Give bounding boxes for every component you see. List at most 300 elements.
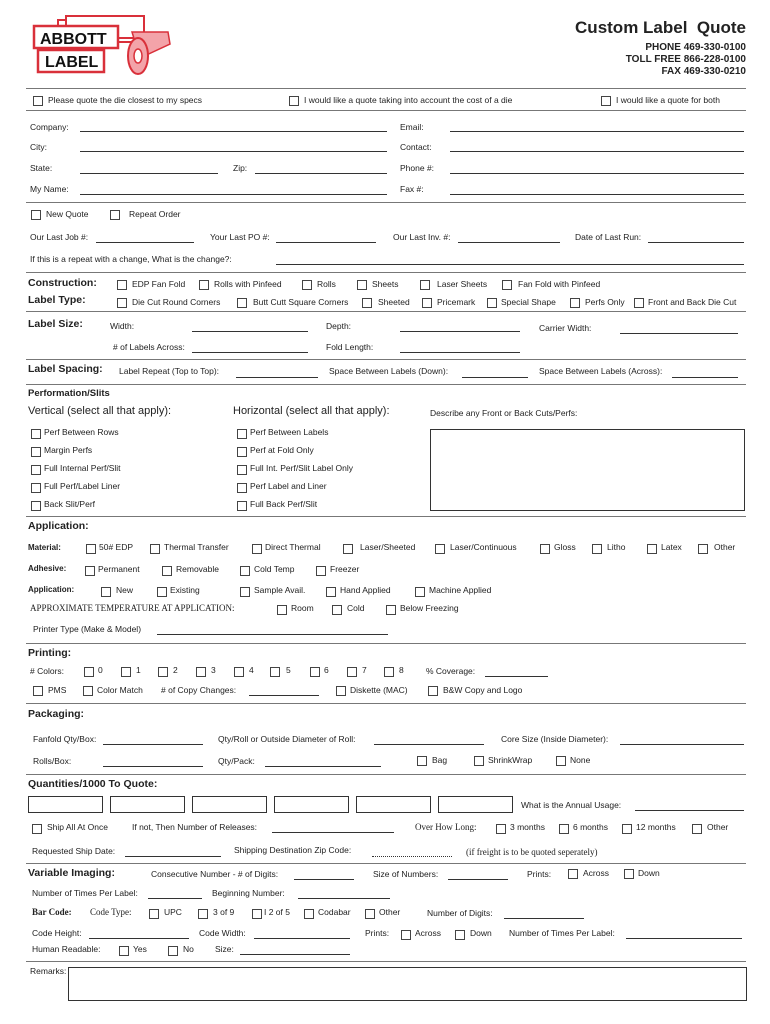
qty-pack-label: Qty/Pack: (218, 756, 255, 766)
space-down-field[interactable] (462, 377, 528, 378)
state-label: State: (30, 163, 53, 173)
bag-checkbox[interactable] (417, 756, 427, 766)
depth-label: Depth: (326, 321, 352, 331)
application-checkbox[interactable] (415, 587, 425, 597)
type-special-shape-label: Special Shape (501, 297, 556, 307)
last-run-field[interactable] (648, 242, 744, 243)
color-count-label: 1 (136, 665, 141, 675)
pms-checkbox[interactable] (33, 686, 43, 696)
color-count-checkbox[interactable] (158, 667, 168, 677)
type-butt-cut-checkbox[interactable] (237, 298, 247, 308)
human-readable-no-label: No (183, 944, 194, 954)
pms-label: PMS (48, 685, 67, 695)
last-job-label: Our Last Job #: (30, 232, 89, 242)
horizontal-option-label: Perf at Fold Only (250, 445, 314, 455)
remarks-label: Remarks: (30, 966, 67, 976)
adhesive-option-label: Permanent (98, 564, 140, 574)
type-pricemark-label: Pricemark (437, 297, 476, 307)
divider (26, 359, 746, 360)
human-readable-yes-checkbox[interactable] (119, 946, 129, 956)
prints-label-2: Prints: (365, 928, 390, 938)
temperature-option-label: Cold (347, 603, 365, 613)
quantity-box[interactable] (192, 796, 267, 813)
duration-checkbox[interactable] (496, 824, 506, 834)
phone-label: Phone #: (400, 163, 435, 173)
color-match-label: Color Match (97, 685, 143, 695)
size-numbers-field[interactable] (448, 879, 508, 880)
quantity-box[interactable] (274, 796, 349, 813)
horizontal-option-label: Full Back Perf/Slit (250, 499, 318, 509)
carrier-width-field[interactable] (620, 333, 738, 334)
bw-copy-checkbox[interactable] (428, 686, 438, 696)
material-option-label: Litho (607, 542, 626, 552)
prints-down-checkbox[interactable] (624, 869, 634, 879)
repeat-change-field[interactable] (276, 264, 744, 265)
repeat-order-label: Repeat Order (129, 209, 181, 219)
code-type-option-label: Codabar (318, 907, 351, 917)
material-checkbox[interactable] (592, 544, 602, 554)
die-closest-label: Please quote the die closest to my specs (48, 95, 203, 105)
horizontal-option-label: Perf Between Labels (250, 427, 329, 437)
repeat-order-checkbox[interactable] (110, 210, 120, 220)
email-field[interactable] (450, 131, 744, 132)
die-cost-checkbox[interactable] (289, 96, 299, 106)
rolls-box-field[interactable] (103, 766, 203, 767)
duration-label: Other (707, 822, 729, 832)
die-cost-label: I would like a quote taking into account the cost of a die (304, 95, 513, 105)
temperature-option-label: Room (291, 603, 314, 613)
code-height-field[interactable] (89, 938, 189, 939)
prints-label: Prints: (527, 869, 552, 879)
material-checkbox[interactable] (86, 544, 96, 554)
none-label: None (570, 755, 591, 765)
city-label: City: (30, 142, 47, 152)
material-option-label: Gloss (554, 542, 576, 552)
application-option-label: Hand Applied (340, 585, 391, 595)
code-type-checkbox[interactable] (252, 909, 262, 919)
temperature-checkbox[interactable] (277, 605, 287, 615)
color-count-checkbox[interactable] (196, 667, 206, 677)
human-readable-label: Human Readable: (32, 944, 101, 954)
divider (26, 643, 746, 644)
application-option-label: Machine Applied (429, 585, 492, 595)
horizontal-option-checkbox[interactable] (237, 483, 247, 493)
type-front-back-checkbox[interactable] (634, 298, 644, 308)
construction-sheets-checkbox[interactable] (357, 280, 367, 290)
state-field[interactable] (80, 173, 218, 174)
divider (26, 961, 746, 962)
your-po-field[interactable] (276, 242, 376, 243)
construction-laser-sheets-label: Laser Sheets (437, 279, 488, 289)
email-label: Email: (400, 122, 424, 132)
contact-label: Contact: (400, 142, 432, 152)
horizontal-option-label: Perf Label and Liner (250, 481, 327, 491)
fanfold-field[interactable] (103, 744, 203, 745)
vertical-option-checkbox[interactable] (31, 483, 41, 493)
color-count-checkbox[interactable] (384, 667, 394, 677)
construction-rolls-pinfeed-label: Rolls with Pinfeed (214, 279, 282, 289)
label-type-heading: Label Type: (28, 294, 86, 306)
vertical-option-label: Margin Perfs (44, 445, 93, 455)
color-count-checkbox[interactable] (234, 667, 244, 677)
coverage-field[interactable] (485, 676, 548, 677)
vertical-option-label: Full Internal Perf/Slit (44, 463, 121, 473)
code-type-option-label: Other (379, 907, 401, 917)
num-digits-label: Number of Digits: (427, 908, 493, 918)
releases-field[interactable] (272, 832, 394, 833)
divider (26, 774, 746, 775)
color-count-label: 2 (173, 665, 178, 675)
type-perfs-only-checkbox[interactable] (570, 298, 580, 308)
adhesive-checkbox[interactable] (162, 566, 172, 576)
ship-zip-label: Shipping Destination Zip Code: (234, 845, 352, 855)
duration-label: 6 months (573, 822, 608, 832)
width-label: Width: (110, 321, 135, 331)
size-label: Size: (215, 944, 234, 954)
zip-field[interactable] (255, 173, 387, 174)
horizontal-option-checkbox[interactable] (237, 447, 247, 457)
adhesive-label: Adhesive: (28, 564, 67, 573)
code-type-checkbox[interactable] (149, 909, 159, 919)
adhesive-option-label: Removable (176, 564, 219, 574)
your-po-label: Your Last PO #: (210, 232, 270, 242)
ship-date-field[interactable] (125, 856, 221, 857)
page-title: Custom Label Quote (575, 18, 746, 37)
my-name-label: My Name: (30, 184, 69, 194)
label-repeat-field[interactable] (236, 377, 318, 378)
times-per-label-label: Number of Times Per Label: (32, 888, 138, 898)
duration-label: 12 months (636, 822, 676, 832)
bar-code-label: Bar Code: (32, 907, 72, 917)
bag-label: Bag (432, 755, 448, 765)
type-sheeted-checkbox[interactable] (362, 298, 372, 308)
new-quote-label: New Quote (46, 209, 89, 219)
company-field[interactable] (80, 131, 387, 132)
times-per-label-field[interactable] (148, 898, 202, 899)
adhesive-checkbox[interactable] (240, 566, 250, 576)
labels-across-field[interactable] (192, 352, 308, 353)
temperature-checkbox[interactable] (386, 605, 396, 615)
fold-length-label: Fold Length: (326, 342, 374, 352)
qty-roll-label: Qty/Roll or Outside Diameter of Roll: (218, 734, 356, 744)
packaging-heading: Packaging: (28, 708, 85, 720)
label-size-heading: Label Size: (28, 318, 83, 330)
last-run-label: Date of Last Run: (575, 232, 642, 242)
adhesive-checkbox[interactable] (316, 566, 326, 576)
ship-zip-field[interactable] (372, 856, 452, 857)
material-checkbox[interactable] (150, 544, 160, 554)
color-count-label: 7 (362, 665, 367, 675)
contact-field[interactable] (450, 151, 744, 152)
application-checkbox[interactable] (101, 587, 111, 597)
qty-roll-field[interactable] (374, 744, 484, 745)
label-repeat-label: Label Repeat (Top to Top): (119, 366, 220, 376)
annual-usage-field[interactable] (635, 810, 744, 811)
perforation-heading: Performation/Slits (28, 388, 110, 399)
rolls-box-label: Rolls/Box: (33, 756, 72, 766)
logo-text-label: LABEL (45, 54, 99, 71)
quantity-box[interactable] (438, 796, 513, 813)
space-down-label: Space Between Labels (Down): (329, 366, 449, 376)
fold-length-field[interactable] (400, 352, 520, 353)
core-size-field[interactable] (620, 744, 744, 745)
construction-edp-checkbox[interactable] (117, 280, 127, 290)
shrinkwrap-checkbox[interactable] (474, 756, 484, 766)
coverage-label: % Coverage: (426, 666, 476, 676)
new-quote-checkbox[interactable] (31, 210, 41, 220)
fax-number: FAX 469-330-0210 (661, 66, 746, 77)
material-checkbox[interactable] (647, 544, 657, 554)
material-option-label: Laser/Sheeted (360, 542, 416, 552)
vertical-option-checkbox[interactable] (31, 447, 41, 457)
temperature-checkbox[interactable] (332, 605, 342, 615)
type-sheeted-label: Sheeted (378, 297, 410, 307)
copy-changes-label: # of Copy Changes: (161, 685, 237, 695)
code-width-label: Code Width: (199, 928, 246, 938)
divider (26, 516, 746, 517)
prints-across-checkbox[interactable] (568, 869, 578, 879)
construction-laser-sheets-checkbox[interactable] (420, 280, 430, 290)
type-die-cut-checkbox[interactable] (117, 298, 127, 308)
vertical-heading: Vertical (select all that apply): (28, 405, 172, 417)
copy-changes-field[interactable] (249, 695, 319, 696)
label-spacing-heading: Label Spacing: (28, 363, 103, 375)
variable-imaging-heading: Variable Imaging: (28, 867, 115, 879)
shrinkwrap-label: ShrinkWrap (488, 755, 533, 765)
bw-copy-label: B&W Copy and Logo (443, 685, 523, 695)
construction-rolls-checkbox[interactable] (302, 280, 312, 290)
duration-checkbox[interactable] (622, 824, 632, 834)
code-type-checkbox[interactable] (198, 909, 208, 919)
quantity-box[interactable] (356, 796, 431, 813)
color-count-label: 6 (324, 665, 329, 675)
color-count-label: 8 (399, 665, 404, 675)
construction-fanfold-pinfeed-checkbox[interactable] (502, 280, 512, 290)
repeat-change-label: If this is a repeat with a change, What is the change?: (30, 254, 232, 264)
width-field[interactable] (192, 331, 308, 332)
city-field[interactable] (80, 151, 387, 152)
quantity-box[interactable] (110, 796, 185, 813)
application-option-label: Existing (170, 585, 200, 595)
last-job-field[interactable] (96, 242, 194, 243)
duration-label: 3 months (510, 822, 545, 832)
barcode-down-checkbox[interactable] (455, 930, 465, 940)
none-checkbox[interactable] (556, 756, 566, 766)
vertical-option-label: Perf Between Rows (44, 427, 119, 437)
diskette-label: Diskette (MAC) (350, 685, 408, 695)
color-count-label: 0 (98, 665, 103, 675)
quote-both-checkbox[interactable] (601, 96, 611, 106)
divider (26, 88, 746, 89)
barcode-across-checkbox[interactable] (401, 930, 411, 940)
material-checkbox[interactable] (540, 544, 550, 554)
material-checkbox[interactable] (343, 544, 353, 554)
vertical-option-checkbox[interactable] (31, 429, 41, 439)
consecutive-label: Consecutive Number - # of Digits: (151, 869, 279, 879)
divider (26, 703, 746, 704)
times-per-label-label-2: Number of Times Per Label: (509, 928, 615, 938)
annual-usage-label: What is the Annual Usage: (521, 800, 622, 810)
toll-free-number: TOLL FREE 866-228-0100 (625, 54, 746, 65)
color-count-label: 3 (211, 665, 216, 675)
construction-edp-label: EDP Fan Fold (132, 279, 186, 289)
prints-across-label: Across (583, 868, 609, 878)
duration-checkbox[interactable] (559, 824, 569, 834)
temperature-option-label: Below Freezing (400, 603, 459, 613)
construction-fanfold-pinfeed-label: Fan Fold with Pinfeed (518, 279, 601, 289)
quantity-box[interactable] (28, 796, 103, 813)
application-checkbox[interactable] (157, 587, 167, 597)
releases-label: If not, Then Number of Releases: (132, 822, 258, 832)
color-count-checkbox[interactable] (121, 667, 131, 677)
depth-field[interactable] (400, 331, 520, 332)
code-height-label: Code Height: (32, 928, 82, 938)
adhesive-checkbox[interactable] (85, 566, 95, 576)
temperature-label: APPROXIMATE TEMPERATURE AT APPLICATION: (30, 603, 235, 613)
space-across-label: Space Between Labels (Across): (539, 366, 663, 376)
vertical-option-checkbox[interactable] (31, 501, 41, 511)
consecutive-field[interactable] (294, 879, 354, 880)
barcode-down-label: Down (470, 928, 492, 938)
material-option-label: Direct Thermal (265, 542, 321, 552)
material-option-label: Other (714, 542, 736, 552)
type-perfs-only-label: Perfs Only (585, 297, 625, 307)
printing-heading: Printing: (28, 647, 72, 659)
type-pricemark-checkbox[interactable] (422, 298, 432, 308)
horizontal-option-checkbox[interactable] (237, 465, 247, 475)
application-type-label: Application: (28, 585, 75, 594)
barcode-across-label: Across (415, 928, 441, 938)
fanfold-label: Fanfold Qty/Box: (33, 734, 97, 744)
color-count-checkbox[interactable] (84, 667, 94, 677)
divider (26, 110, 746, 111)
material-option-label: Thermal Transfer (164, 542, 229, 552)
color-count-checkbox[interactable] (347, 667, 357, 677)
application-heading: Application: (28, 520, 89, 532)
ship-all-label: Ship All At Once (47, 822, 108, 832)
human-readable-yes-label: Yes (133, 944, 147, 954)
code-width-field[interactable] (254, 938, 350, 939)
fax-label: Fax #: (400, 184, 424, 194)
printer-type-label: Printer Type (Make & Model) (33, 624, 142, 634)
type-front-back-label: Front and Back Die Cut (648, 297, 737, 307)
quote-both-label: I would like a quote for both (616, 95, 720, 105)
color-match-checkbox[interactable] (83, 686, 93, 696)
my-name-field[interactable] (80, 194, 387, 195)
times-per-label-field-2[interactable] (626, 938, 742, 939)
material-option-label: Laser/Continuous (450, 542, 517, 552)
construction-rolls-pinfeed-checkbox[interactable] (199, 280, 209, 290)
company-label: Company: (30, 122, 69, 132)
type-special-shape-checkbox[interactable] (487, 298, 497, 308)
quantities-heading: Quantities/1000 To Quote: (28, 778, 158, 790)
human-readable-no-checkbox[interactable] (168, 946, 178, 956)
last-inv-label: Our Last Inv. #: (393, 232, 451, 242)
material-checkbox[interactable] (698, 544, 708, 554)
horizontal-option-checkbox[interactable] (237, 501, 247, 511)
application-checkbox[interactable] (326, 587, 336, 597)
application-checkbox[interactable] (240, 587, 250, 597)
type-die-cut-label: Die Cut Round Corners (132, 297, 221, 307)
construction-rolls-label: Rolls (317, 279, 336, 289)
material-option-label: Latex (661, 542, 682, 552)
adhesive-option-label: Freezer (330, 564, 360, 574)
logo-text-abbott: ABBOTT (40, 31, 107, 48)
remarks-textarea[interactable] (68, 967, 747, 1001)
application-option-label: New (116, 585, 134, 595)
horizontal-option-label: Full Int. Perf/Slit Label Only (250, 463, 353, 473)
type-butt-cut-label: Butt Cutt Square Corners (253, 297, 349, 307)
adhesive-option-label: Cold Temp (254, 564, 295, 574)
material-option-label: 50# EDP (99, 542, 134, 552)
fax-field[interactable] (450, 194, 744, 195)
die-closest-checkbox[interactable] (33, 96, 43, 106)
over-how-long-label: Over How Long: (415, 822, 477, 832)
describe-cuts-textarea[interactable] (430, 429, 745, 511)
material-checkbox[interactable] (252, 544, 262, 554)
code-type-option-label: 3 of 9 (213, 907, 235, 917)
printer-type-field[interactable] (157, 634, 388, 635)
colors-label: # Colors: (30, 666, 65, 676)
color-count-label: 5 (286, 665, 291, 675)
color-count-checkbox[interactable] (270, 667, 280, 677)
phone-field[interactable] (450, 173, 744, 174)
divider (26, 311, 746, 312)
carrier-width-label: Carrier Width: (539, 323, 592, 333)
size-numbers-label: Size of Numbers: (373, 869, 439, 879)
vertical-option-label: Back Slit/Perf (44, 499, 96, 509)
code-type-label: Code Type: (90, 907, 132, 917)
code-type-checkbox[interactable] (365, 909, 375, 919)
code-type-checkbox[interactable] (304, 909, 314, 919)
construction-heading: Construction: (28, 277, 97, 289)
qty-pack-field[interactable] (265, 766, 381, 767)
size-field[interactable] (240, 954, 350, 955)
horizontal-option-checkbox[interactable] (237, 429, 247, 439)
beginning-number-label: Beginning Number: (212, 888, 285, 898)
application-option-label: Sample Avail. (254, 585, 306, 595)
freight-note: (if freight is to be quoted seperately) (466, 847, 598, 857)
divider (26, 384, 746, 385)
code-type-option-label: I 2 of 5 (264, 907, 290, 917)
space-across-field[interactable] (672, 377, 738, 378)
color-count-checkbox[interactable] (310, 667, 320, 677)
divider (26, 272, 746, 273)
ship-all-checkbox[interactable] (32, 824, 42, 834)
code-type-option-label: UPC (164, 907, 182, 917)
color-count-label: 4 (249, 665, 254, 675)
horizontal-heading: Horizontal (select all that apply): (233, 405, 390, 417)
vertical-option-label: Full Perf/Label Liner (44, 481, 121, 491)
labels-across-label: # of Labels Across: (113, 342, 185, 352)
num-digits-field[interactable] (504, 918, 584, 919)
describe-cuts-label: Describe any Front or Back Cuts/Perfs: (430, 408, 578, 418)
abbott-label-logo (28, 14, 178, 76)
diskette-checkbox[interactable] (336, 686, 346, 696)
ship-date-label: Requested Ship Date: (32, 846, 116, 856)
construction-sheets-label: Sheets (372, 279, 399, 289)
divider (26, 863, 746, 864)
divider (26, 202, 746, 203)
duration-checkbox[interactable] (692, 824, 702, 834)
prints-down-label: Down (638, 868, 660, 878)
core-size-label: Core Size (Inside Diameter): (501, 734, 609, 744)
vertical-option-checkbox[interactable] (31, 465, 41, 475)
beginning-number-field[interactable] (298, 898, 390, 899)
material-checkbox[interactable] (435, 544, 445, 554)
zip-label: Zip: (233, 163, 248, 173)
last-inv-field[interactable] (458, 242, 560, 243)
